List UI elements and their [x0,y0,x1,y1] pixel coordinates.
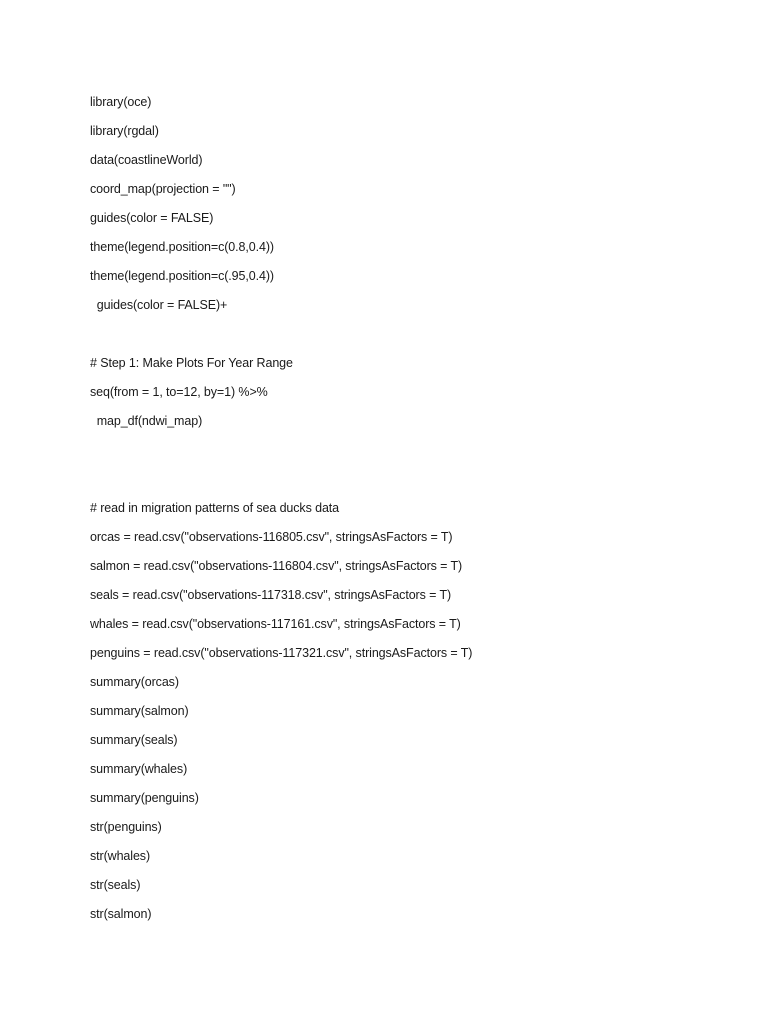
code-comment: # read in migration patterns of sea ducks data [90,501,340,515]
code-line: data(coastlineWorld) [90,153,203,167]
code-line: summary(seals) [90,733,178,747]
code-line: str(whales) [90,849,151,863]
code-line: guides(color = FALSE) [90,211,214,225]
code-line: summary(penguins) [90,791,199,805]
code-line: penguins = read.csv("observations-117321.csv", stringsAsFactors = T) [90,646,473,660]
code-line: theme(legend.position=c(0.8,0.4)) [90,240,274,254]
code-line: summary(orcas) [90,675,179,689]
blank-line [90,470,472,499]
blank-line [90,441,472,470]
code-line: str(penguins) [90,820,162,834]
code-comment: # Step 1: Make Plots For Year Range [90,356,293,370]
code-line: map_df(ndwi_map) [90,414,203,428]
code-line: seq(from = 1, to=12, by=1) %>% [90,385,268,399]
code-line: library(rgdal) [90,124,159,138]
blank-line [90,325,472,354]
code-line: coord_map(projection = "") [90,182,236,196]
code-line: salmon = read.csv("observations-116804.csv", stringsAsFactors = T) [90,559,463,573]
code-line: whales = read.csv("observations-117161.csv", stringsAsFactors = T) [90,617,461,631]
code-line: str(seals) [90,878,141,892]
code-block [90,93,472,934]
code-line: theme(legend.position=c(.95,0.4)) [90,269,274,283]
code-line: str(salmon) [90,907,152,921]
code-line: summary(whales) [90,762,188,776]
code-line: library(oce) [90,95,152,109]
code-line: seals = read.csv("observations-117318.csv", stringsAsFactors = T) [90,588,452,602]
code-line: orcas = read.csv("observations-116805.csv", stringsAsFactors = T) [90,530,453,544]
code-line: guides(color = FALSE)+ [90,298,228,312]
code-line: summary(salmon) [90,704,189,718]
